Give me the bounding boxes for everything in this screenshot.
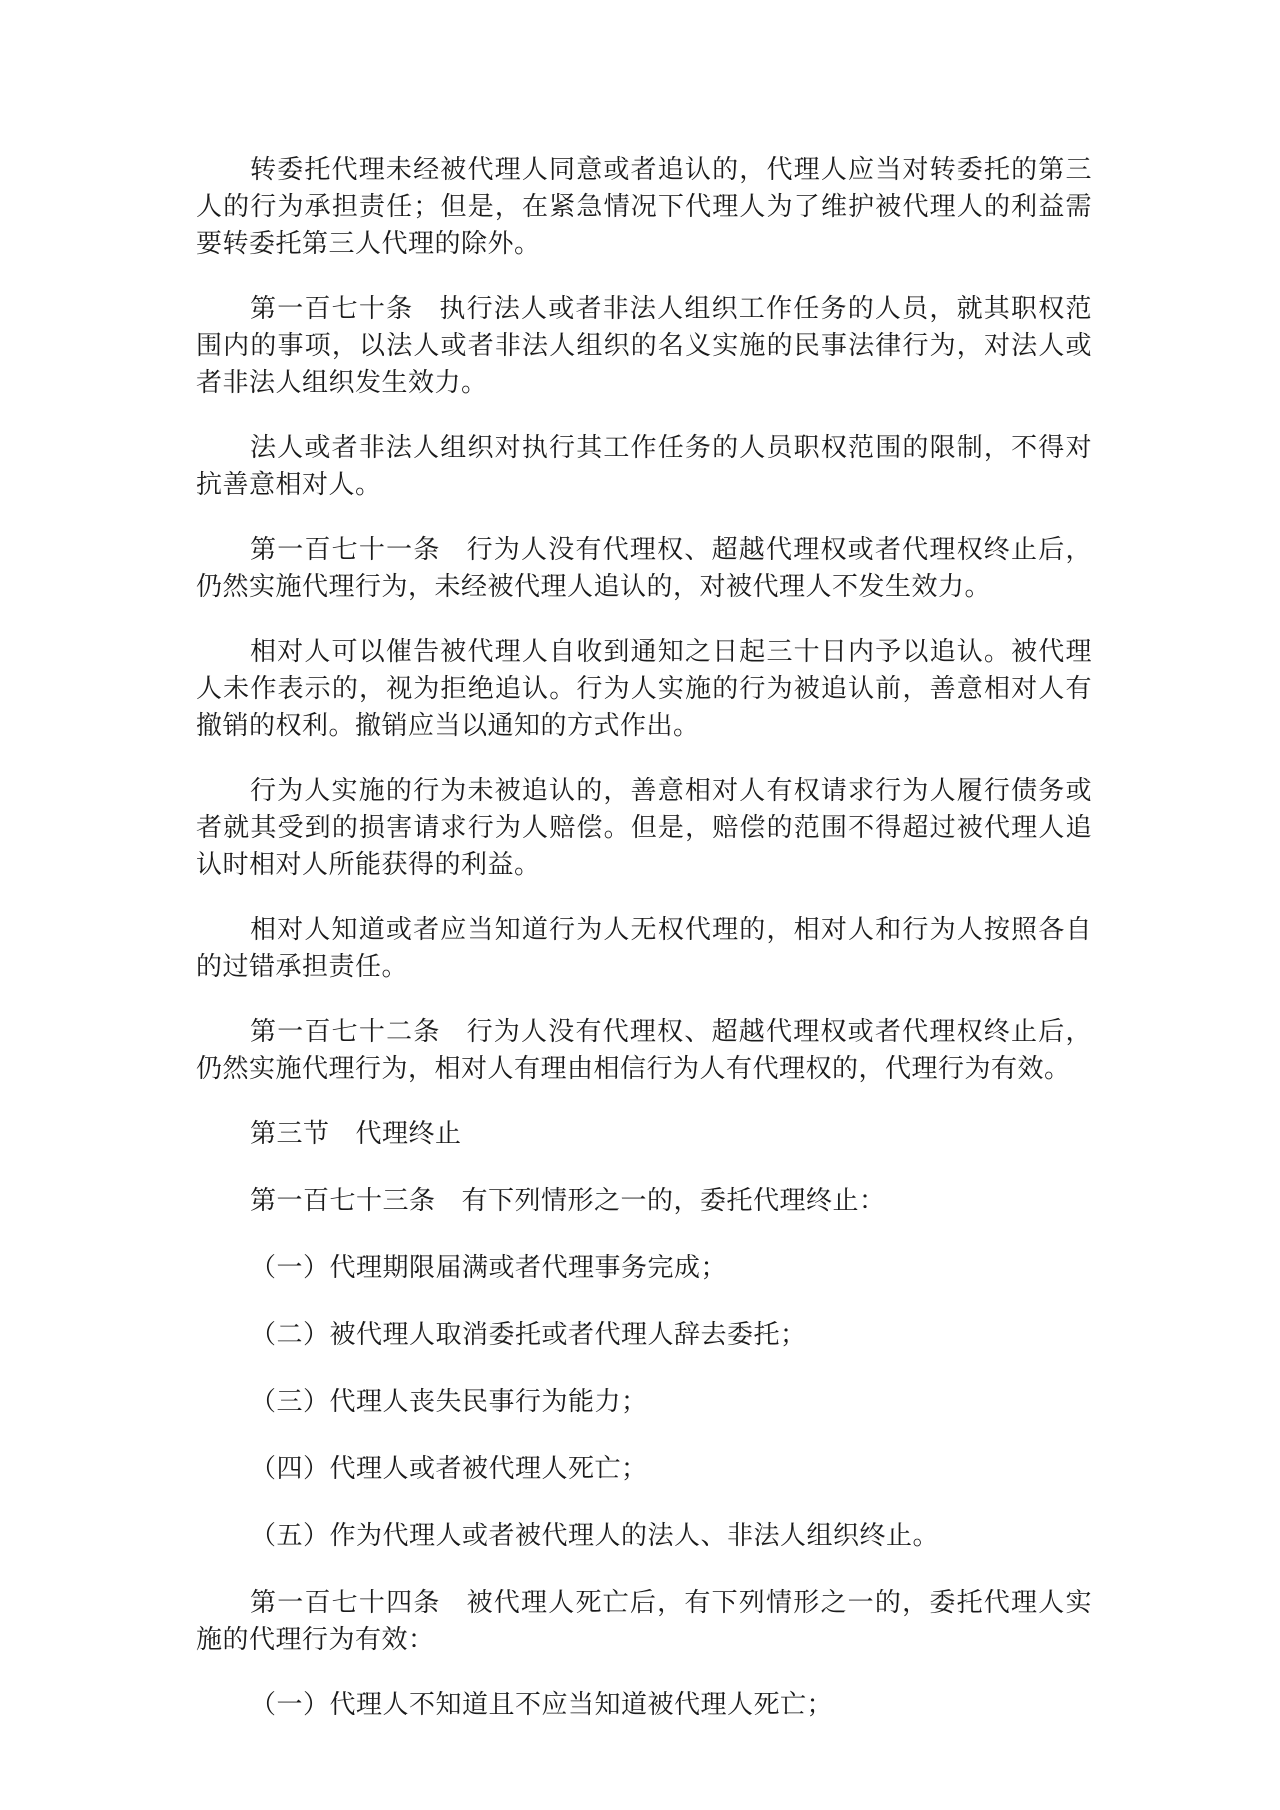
document-body [196,152,1092,1754]
section-number: 第三节 [250,1119,330,1149]
list-item-text: （五）作为代理人或者被代理人的法人、非法人组织终止。 [250,1521,940,1551]
list-item [196,1687,1092,1724]
paragraph-text: 转委托代理未经被代理人同意或者追认的，代理人应当对转委托的第三人的行为承担责任；但是，在紧急情况下代理人为了维护被代理人的利益需要转委托第三人代理的除外。 [196,155,1092,259]
article-text: 行为人没有代理权、超越代理权或者代理权终止后，仍然实施代理行为，未经被代理人追认的，对被代理人不发生效力。 [196,535,1092,602]
article-171 [196,532,1092,606]
article-heading: 第一百七十二条 [250,1017,441,1047]
section-title: 代理终止 [355,1119,462,1149]
list-item-text: （四）代理人或者被代理人死亡； [250,1454,648,1484]
article-heading: 第一百七十一条 [250,535,441,565]
list-item [196,1451,1092,1488]
list-item [196,1518,1092,1555]
list-item [196,1250,1092,1287]
list-item-text: （三）代理人丧失民事行为能力； [250,1387,648,1417]
article-text: 有下列情形之一的，委托代理终止： [461,1186,886,1216]
paragraph [196,912,1092,986]
article-text: 行为人没有代理权、超越代理权或者代理权终止后，仍然实施代理行为，相对人有理由相信行为人有代理权的，代理行为有效。 [196,1017,1092,1084]
list-item-text: （一）代理人不知道且不应当知道被代理人死亡； [250,1690,834,1720]
article-heading: 第一百七十四条 [250,1588,441,1618]
paragraph-text: 法人或者非法人组织对执行其工作任务的人员职权范围的限制，不得对抗善意相对人。 [196,433,1092,500]
article-173 [196,1183,1092,1220]
paragraph-text: 相对人知道或者应当知道行为人无权代理的，相对人和行为人按照各自的过错承担责任。 [196,915,1092,982]
article-174 [196,1585,1092,1659]
paragraph-text: 相对人可以催告被代理人自收到通知之日起三十日内予以追认。被代理人未作表示的，视为拒绝追认。行为人实施的行为被追认前，善意相对人有撤销的权利。撤销应当以通知的方式作出。 [196,637,1092,741]
article-heading: 第一百七十三条 [250,1186,436,1216]
paragraph [196,152,1092,263]
paragraph-text: 行为人实施的行为未被追认的，善意相对人有权请求行为人履行债务或者就其受到的损害请求行为人赔偿。但是，赔偿的范围不得超过被代理人追认时相对人所能获得的利益。 [196,776,1092,880]
paragraph [196,634,1092,745]
paragraph [196,773,1092,884]
list-item-text: （二）被代理人取消委托或者代理人辞去委托； [250,1320,807,1350]
article-text: 执行法人或者非法人组织工作任务的人员，就其职权范围内的事项，以法人或者非法人组织的名义实施的民事法律行为，对法人或者非法人组织发生效力。 [196,294,1092,398]
list-item [196,1317,1092,1354]
article-172 [196,1014,1092,1088]
article-170 [196,291,1092,402]
article-heading: 第一百七十条 [250,294,414,324]
paragraph [196,430,1092,504]
list-item-text: （一）代理期限届满或者代理事务完成； [250,1253,728,1283]
article-text: 被代理人死亡后，有下列情形之一的，委托代理人实施的代理行为有效： [196,1588,1092,1655]
section-heading [196,1116,1092,1153]
list-item [196,1384,1092,1421]
